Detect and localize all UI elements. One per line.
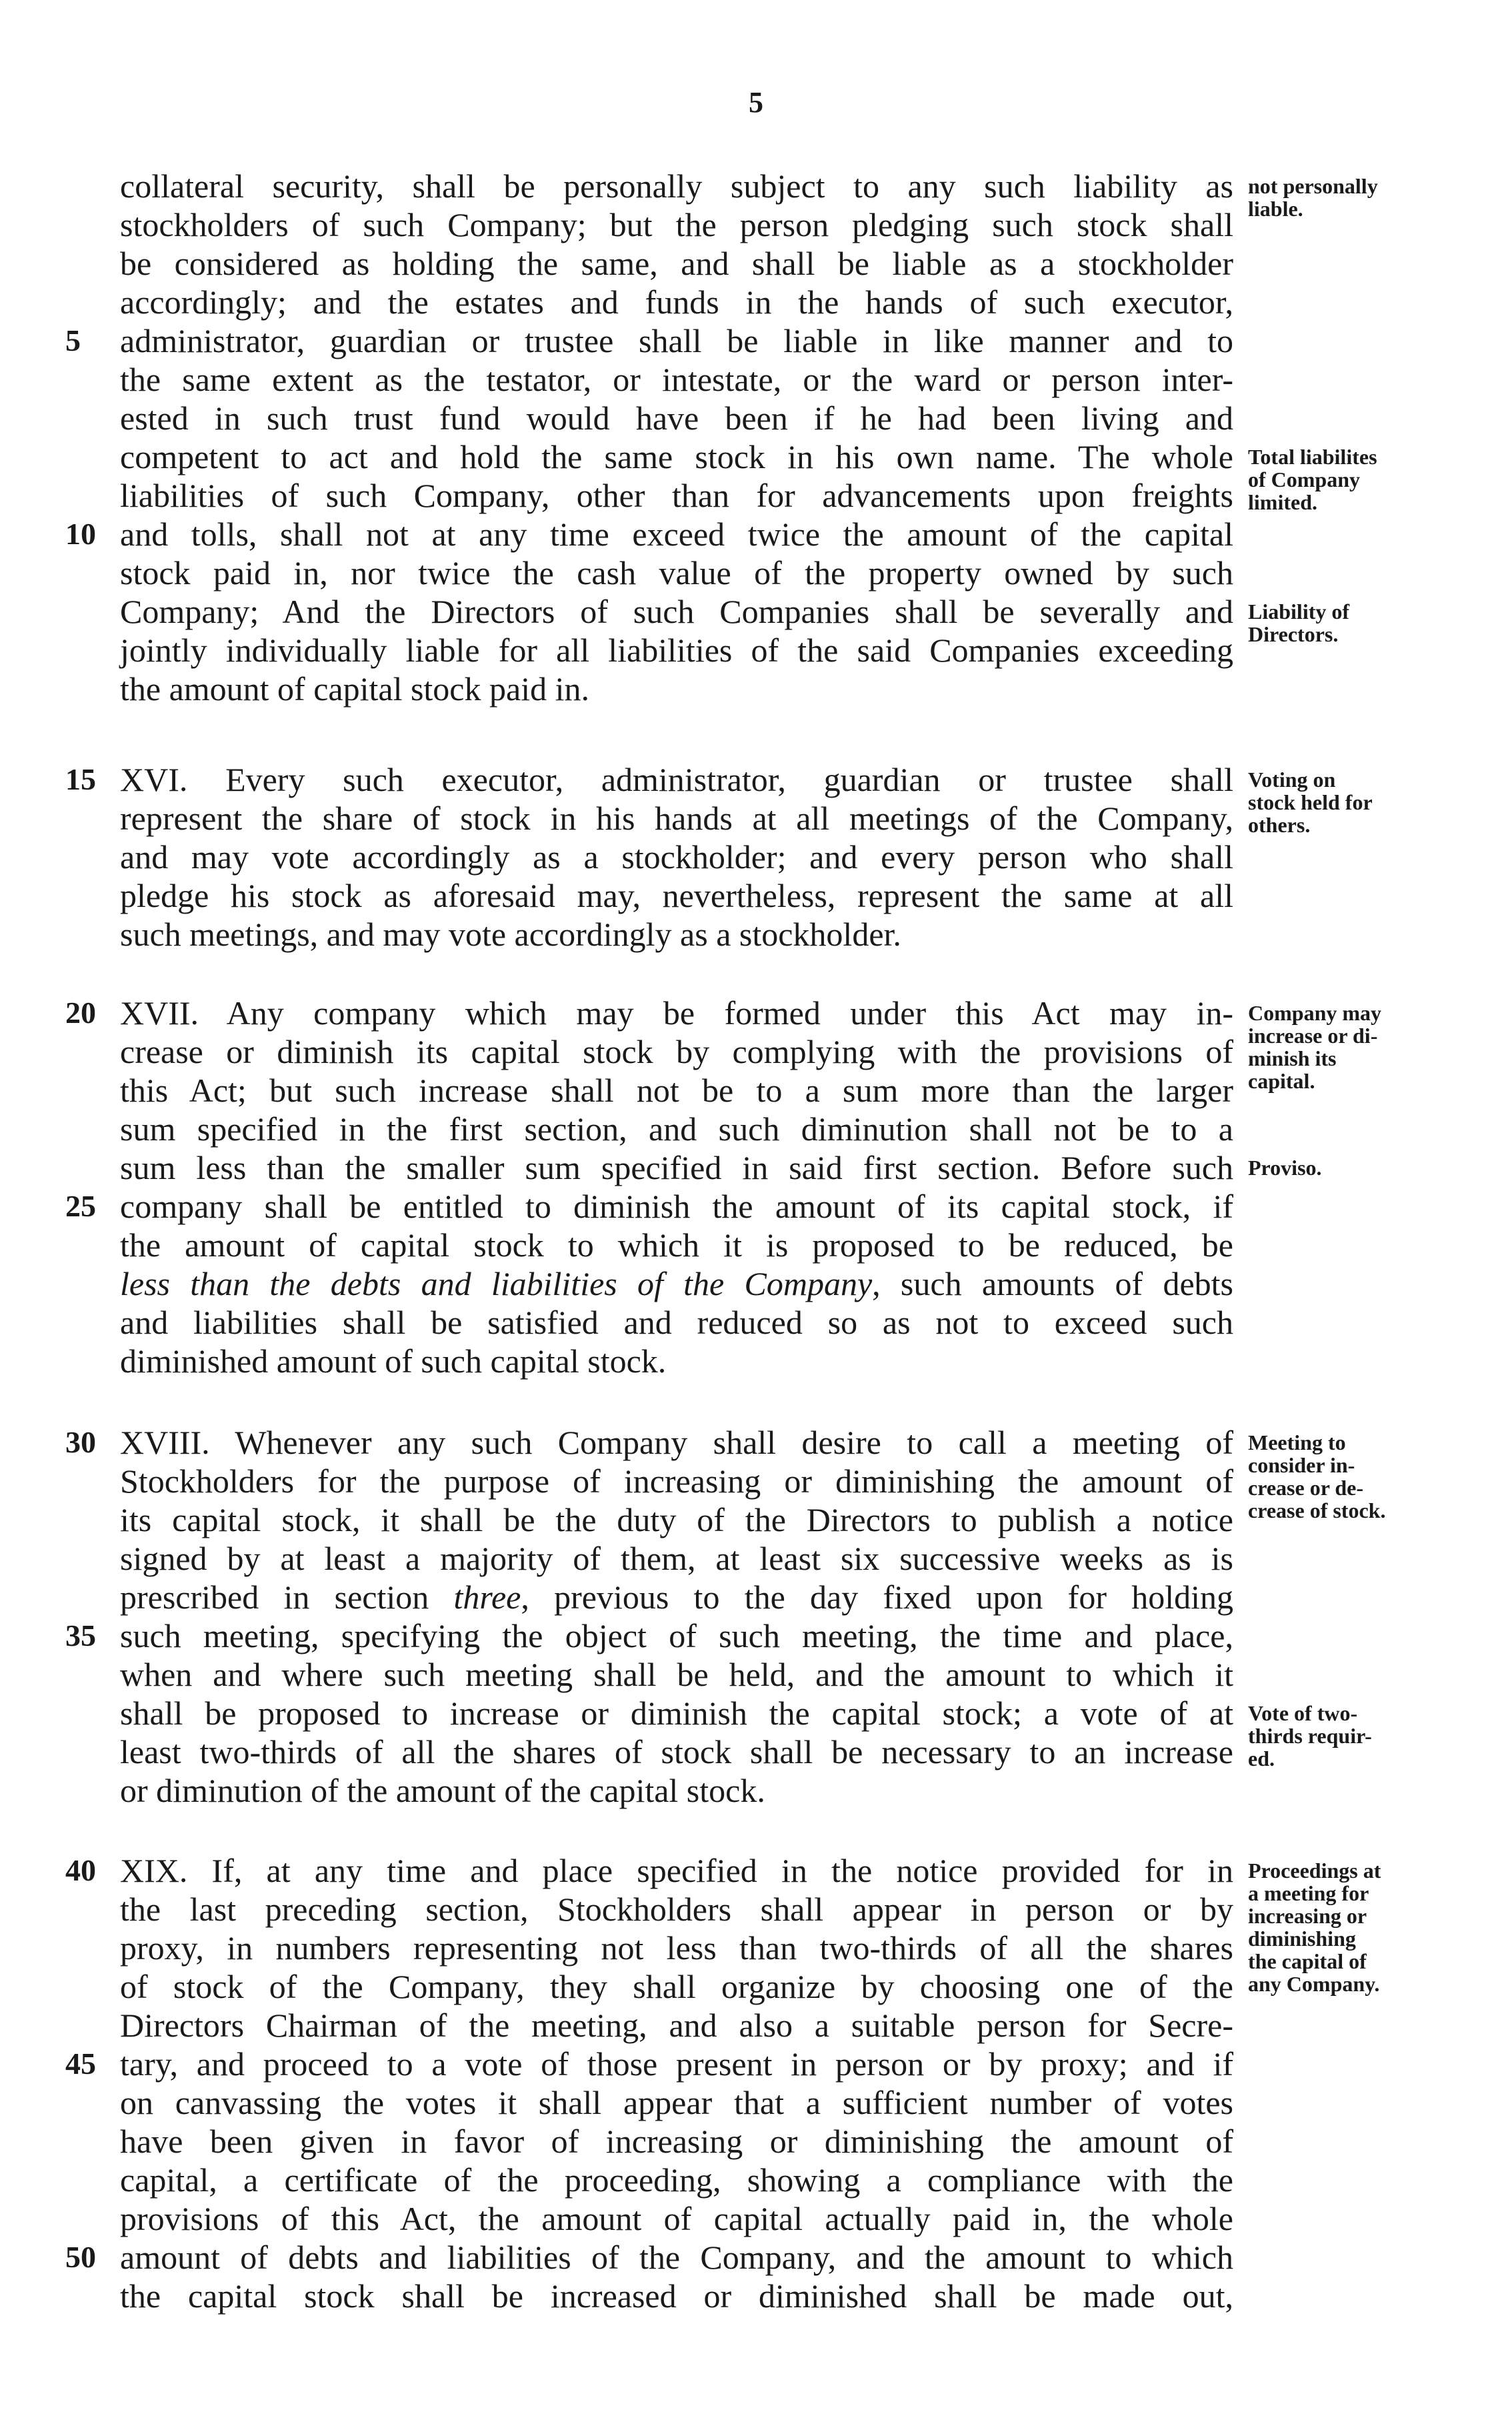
text-line: XVII. Any company which may be formed under this Act may in- (120, 994, 1233, 1032)
text-line: and liabilities shall be satisfied and reduced so as not to exceed such (120, 1304, 1233, 1341)
margin-note-proviso: Proviso. (1248, 1156, 1322, 1180)
margin-note-liability-of-directors: Liability of Directors. (1248, 599, 1350, 646)
text-line: tary, and proceed to a vote of those present in person or by proxy; and if (120, 2045, 1233, 2083)
line-number: 20 (65, 996, 96, 1030)
text-line: stock paid in, nor twice the cash value of the property owned by such (120, 554, 1233, 591)
text-line: such meetings, and may vote accordingly as a stockholder. (120, 916, 901, 953)
text-line: XVIII. Whenever any such Company shall desire to call a meeting of (120, 1424, 1233, 1461)
text-line: have been given in favor of increasing or diminishing the amount of (120, 2123, 1233, 2160)
line-number: 50 (65, 2240, 96, 2274)
text-line: its capital stock, it shall be the duty of the Directors to publish a notice (120, 1501, 1233, 1538)
text-line: the capital stock shall be increased or diminished shall be made out, (120, 2277, 1233, 2315)
text-line: crease or diminish its capital stock by complying with the provisions of (120, 1033, 1233, 1070)
text-line: the amount of capital stock to which it is proposed to be reduced, be (120, 1226, 1233, 1264)
text-line: and may vote accordingly as a stockholder; and every person who shall (120, 838, 1233, 876)
text-line: such meeting, specifying the object of such meeting, the time and place, (120, 1617, 1233, 1654)
text-line: jointly individually liable for all liabilities of the said Companies exceeding (120, 632, 1233, 669)
margin-note-meeting-to-consider: Meeting to consider in- crease or de- crease of stock. (1248, 1430, 1386, 1522)
text-line: proxy, in numbers representing not less than two-thirds of all the shares (120, 1929, 1233, 1967)
text-line: administrator, guardian or trustee shall be liable in like manner and to (120, 322, 1233, 359)
margin-note-company-may-increase: Company may increase or di- minish its capital. (1248, 1001, 1382, 1093)
line-number: 15 (65, 762, 96, 796)
text-line: pledge his stock as aforesaid may, nevertheless, represent the same at all (120, 877, 1233, 914)
text-line: be considered as holding the same, and shall be liable as a stockholder (120, 245, 1233, 282)
text-line: ested in such trust fund would have been if he had been living and (120, 399, 1233, 437)
margin-note-total-liabilities: Total liabilites of Company limited. (1248, 445, 1377, 514)
text-line: signed by at least a majority of them, at least six successive weeks as is (120, 1540, 1233, 1577)
text-line: company shall be entitled to diminish the amount of its capital stock, if (120, 1188, 1233, 1225)
text-line: shall be proposed to increase or diminish the capital stock; a vote of at (120, 1694, 1233, 1732)
text-line: XVI. Every such executor, administrator, guardian or trustee shall (120, 761, 1233, 798)
margin-note-vote-of-two-thirds: Vote of two- thirds requir- ed. (1248, 1701, 1372, 1770)
text-line: diminished amount of such capital stock. (120, 1342, 667, 1380)
line-number: 30 (65, 1425, 96, 1459)
text-line: competent to act and hold the same stock in his own name. The whole (120, 438, 1233, 475)
margin-note-voting-on-stock: Voting on stock held for others. (1248, 768, 1373, 837)
text-line: sum less than the smaller sum specified in said first section. Before such (120, 1149, 1233, 1186)
text-line: liabilities of such Company, other than for advancements upon freights (120, 477, 1233, 514)
text-line: and tolls, shall not at any time exceed twice the amount of the capital (120, 515, 1233, 553)
text-line: when and where such meeting shall be held, and the amount to which it (120, 1656, 1233, 1693)
page-number: 5 (749, 86, 763, 119)
text-line: capital, a certificate of the proceeding, showing a compliance with the (120, 2161, 1233, 2199)
text-line: less than the debts and liabilities of the Company, such amounts of debts (120, 1265, 1233, 1302)
text-line: on canvassing the votes it shall appear that a sufficient number of votes (120, 2084, 1233, 2121)
margin-note-proceedings-at-meeting: Proceedings at a meeting for increasing or diminishing the capital of any Company. (1248, 1859, 1381, 1996)
text-line: XIX. If, at any time and place specified in the notice provided for in (120, 1852, 1233, 1889)
text-line: sum specified in the first section, and such diminution shall not be to a (120, 1110, 1233, 1148)
text-line: Directors Chairman of the meeting, and also a suitable person for Secre- (120, 2007, 1233, 2044)
text-line: the amount of capital stock paid in. (120, 670, 589, 708)
line-number: 10 (65, 517, 96, 551)
text-line: provisions of this Act, the amount of capital actually paid in, the whole (120, 2200, 1233, 2237)
text-line: the same extent as the testator, or intestate, or the ward or person inter- (120, 361, 1233, 398)
line-number: 5 (65, 323, 81, 357)
text-line: prescribed in section three, previous to the day fixed upon for holding (120, 1578, 1233, 1616)
text-line: least two-thirds of all the shares of stock shall be necessary to an increase (120, 1733, 1233, 1770)
text-line: Company; And the Directors of such Companies shall be severally and (120, 593, 1233, 630)
text-line: or diminution of the amount of the capital stock. (120, 1772, 765, 1809)
line-number: 35 (65, 1618, 96, 1652)
text-line: this Act; but such increase shall not be to a sum more than the larger (120, 1072, 1233, 1109)
text-line: represent the share of stock in his hands at all meetings of the Company, (120, 800, 1233, 837)
line-number: 40 (65, 1853, 96, 1887)
text-line: the last preceding section, Stockholders shall appear in person or by (120, 1891, 1233, 1928)
line-number: 25 (65, 1189, 96, 1223)
text-line: collateral security, shall be personally subject to any such liability as (120, 167, 1233, 205)
line-number: 45 (65, 2047, 96, 2081)
margin-note-not-personally-liable: not personally liable. (1248, 174, 1378, 221)
text-line: Stockholders for the purpose of increasing or diminishing the amount of (120, 1462, 1233, 1500)
text-line: accordingly; and the estates and funds in the hands of such executor, (120, 283, 1233, 321)
text-line: stockholders of such Company; but the person pledging such stock shall (120, 206, 1233, 243)
text-line: amount of debts and liabilities of the Company, and the amount to which (120, 2239, 1233, 2276)
text-line: of stock of the Company, they shall organize by choosing one of the (120, 1968, 1233, 2005)
